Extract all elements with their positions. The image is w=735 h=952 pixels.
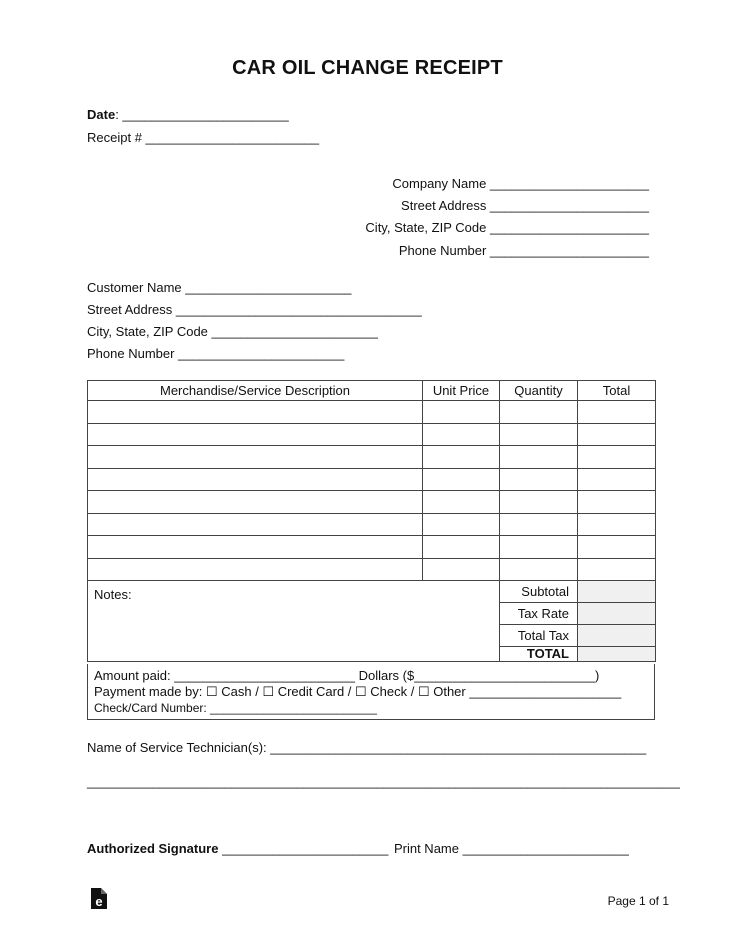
table-row[interactable]: [88, 558, 656, 581]
total-cell[interactable]: [578, 401, 656, 424]
customer-street-field[interactable]: Street Address __________________________________: [87, 302, 422, 317]
company-city-field[interactable]: City, State, ZIP Code ______________________: [365, 220, 649, 235]
unit-price-cell[interactable]: [423, 558, 500, 581]
company-street-field[interactable]: Street Address ______________________: [401, 198, 649, 213]
company-phone-field[interactable]: Phone Number ______________________: [398, 243, 649, 258]
quantity-cell[interactable]: [500, 468, 578, 491]
authorized-signature-label: Authorized Signature: [87, 841, 219, 856]
date-blank: : _______________________: [115, 107, 289, 122]
date-field[interactable]: [87, 107, 289, 122]
grand-total-value[interactable]: [578, 647, 656, 662]
description-cell[interactable]: [88, 558, 423, 581]
table-row[interactable]: [88, 401, 656, 424]
total-cell[interactable]: [578, 446, 656, 469]
subtotal-value[interactable]: [578, 581, 656, 603]
description-cell[interactable]: [88, 536, 423, 559]
signature-line[interactable]: _______________________: [218, 841, 392, 856]
tax-rate-value[interactable]: [578, 603, 656, 625]
receipt-number-field[interactable]: Receipt # ________________________: [87, 130, 320, 145]
payment-section: [87, 664, 655, 720]
grand-total-label: TOTAL: [500, 647, 578, 662]
svg-text:e: e: [95, 894, 103, 909]
date-label: Date: [87, 107, 116, 122]
page-number: Page 1 of 1: [607, 894, 669, 908]
technician-name-line-2[interactable]: __________________________________________________________________________________: [87, 774, 680, 789]
card-number-field[interactable]: Check/Card Number: _________________________: [94, 701, 377, 715]
column-header-total: Total: [578, 381, 656, 401]
total-tax-label: Total Tax: [500, 625, 578, 647]
unit-price-cell[interactable]: [423, 513, 500, 536]
table-row[interactable]: [88, 513, 656, 536]
description-cell[interactable]: [88, 468, 423, 491]
quantity-cell[interactable]: [500, 513, 578, 536]
column-header-description: Merchandise/Service Description: [88, 381, 423, 401]
payment-method-field[interactable]: Payment made by: ☐ Cash / ☐ Credit Card / ☐ Check / ☐ Other _____________________: [94, 684, 622, 699]
technician-name-field[interactable]: Name of Service Technician(s): ____________________________________________________: [87, 740, 647, 755]
unit-price-cell[interactable]: [423, 401, 500, 424]
table-row[interactable]: [88, 423, 656, 446]
notes-area[interactable]: [88, 581, 500, 662]
description-cell[interactable]: [88, 491, 423, 514]
total-tax-value[interactable]: [578, 625, 656, 647]
customer-phone-field[interactable]: Phone Number _______________________: [87, 346, 345, 361]
items-table: [87, 380, 656, 662]
table-row[interactable]: [88, 536, 656, 559]
quantity-cell[interactable]: [500, 401, 578, 424]
table-row[interactable]: [88, 446, 656, 469]
description-cell[interactable]: [88, 446, 423, 469]
total-cell[interactable]: [578, 513, 656, 536]
document-title: CAR OIL CHANGE RECEIPT: [232, 57, 503, 79]
eforms-logo-icon: [90, 884, 108, 910]
unit-price-cell[interactable]: [423, 446, 500, 469]
total-cell[interactable]: [578, 423, 656, 446]
column-header-unit-price: Unit Price: [423, 381, 500, 401]
quantity-cell[interactable]: [500, 536, 578, 559]
customer-city-field[interactable]: City, State, ZIP Code _______________________: [87, 324, 378, 339]
subtotal-label: Subtotal: [500, 581, 578, 603]
table-row[interactable]: [88, 491, 656, 514]
total-cell[interactable]: [578, 558, 656, 581]
amount-paid-field[interactable]: Amount paid: _________________________ Dollars ($_________________________): [94, 668, 600, 683]
total-cell[interactable]: [578, 491, 656, 514]
total-cell[interactable]: [578, 536, 656, 559]
quantity-cell[interactable]: [500, 446, 578, 469]
quantity-cell[interactable]: [500, 491, 578, 514]
quantity-cell[interactable]: [500, 558, 578, 581]
unit-price-cell[interactable]: [423, 468, 500, 491]
unit-price-cell[interactable]: [423, 491, 500, 514]
customer-name-field[interactable]: Customer Name _______________________: [87, 280, 352, 295]
column-header-quantity: Quantity: [500, 381, 578, 401]
tax-rate-label: Tax Rate: [500, 603, 578, 625]
print-name-field[interactable]: Print Name _______________________: [393, 841, 629, 856]
description-cell[interactable]: [88, 513, 423, 536]
signature-row: [87, 841, 629, 856]
description-cell[interactable]: [88, 401, 423, 424]
quantity-cell[interactable]: [500, 423, 578, 446]
total-cell[interactable]: [578, 468, 656, 491]
company-name-field[interactable]: Company Name ______________________: [392, 176, 649, 191]
table-header-row: [88, 381, 656, 401]
description-cell[interactable]: [88, 423, 423, 446]
unit-price-cell[interactable]: [423, 536, 500, 559]
table-row[interactable]: [88, 468, 656, 491]
notes-label: Notes:: [94, 587, 132, 602]
unit-price-cell[interactable]: [423, 423, 500, 446]
